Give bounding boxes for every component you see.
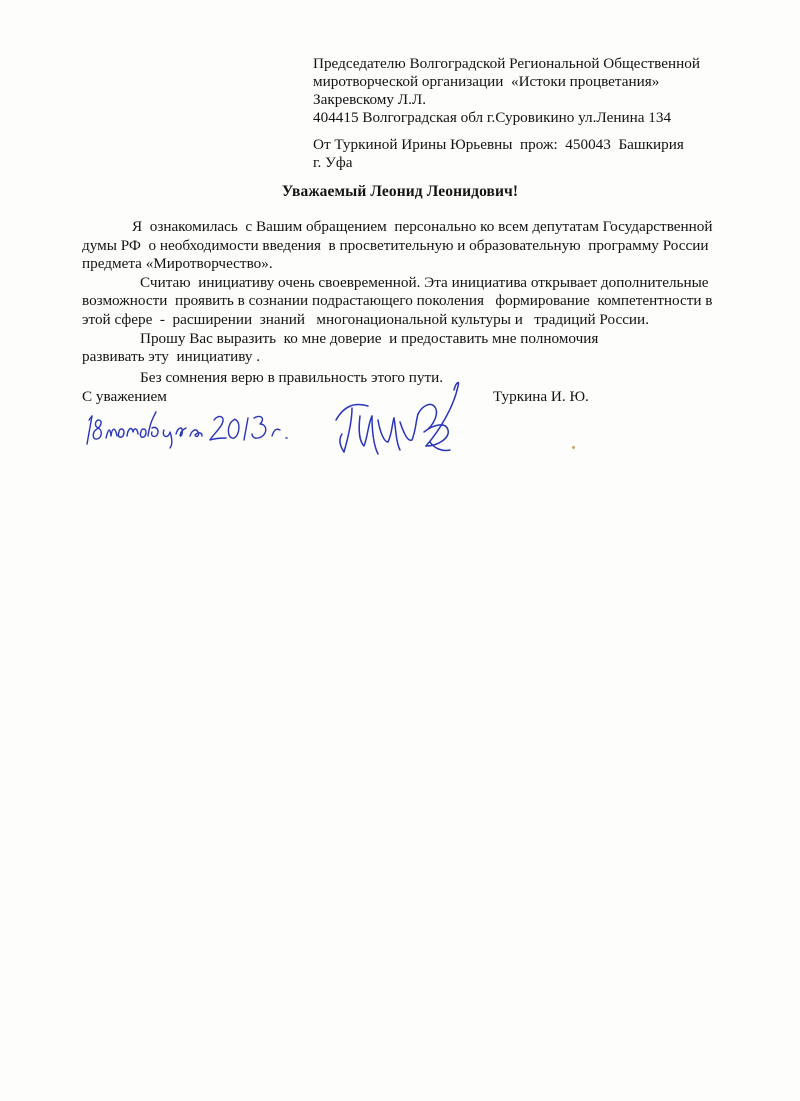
addressee-line-3: Закревскому Л.Л.	[313, 91, 426, 108]
signature	[330, 376, 470, 460]
body-p4-line-1: Без сомнения верю в правильность этого пути.	[140, 369, 444, 386]
addressee-line-4: 404415 Волгоградская обл г.Суровикино ул.Ленина 134	[313, 109, 672, 126]
addressee-line-2: миротворческой организации «Истоки процветания»	[313, 73, 660, 90]
sender-line-1: От Туркиной Ирины Юрьевны прож: 450043 Башкирия	[313, 136, 684, 153]
signatory-name: Туркина И. Ю.	[493, 388, 589, 405]
salutation: Уважаемый Леонид Леонидович!	[281, 183, 519, 200]
body-p1-line-2: думы РФ о необходимости введения в просветительную и образовательную программу России	[82, 237, 709, 254]
body-p2-line-2: возможности проявить в сознании подрастающего поколения формирование компетентности в	[82, 292, 713, 309]
addressee-line-1: Председателю Волгоградской Региональной Общественной	[313, 55, 700, 72]
body-p2-line-1: Считаю инициативу очень своевременной. Эта инициатива открывает дополнительные	[140, 274, 709, 291]
body-p3-line-1: Прошу Вас выразить ко мне доверие и предоставить мне полномочия	[140, 330, 599, 347]
handwritten-date	[86, 402, 296, 454]
body-p1-line-1: Я ознакомилась с Вашим обращением персонально ко всем депутатам Государственной	[132, 218, 713, 235]
body-p1-line-3: предмета «Миротворчество».	[82, 255, 273, 272]
body-p3-line-2: развивать эту инициативу .	[82, 348, 261, 365]
sender-line-2: г. Уфа	[313, 154, 353, 171]
paper-speck	[572, 446, 575, 449]
body-p2-line-3: этой сфере - расширении знаний многонациональной культуры и традиций России.	[82, 311, 649, 328]
closing-text: С уважением	[82, 388, 167, 405]
